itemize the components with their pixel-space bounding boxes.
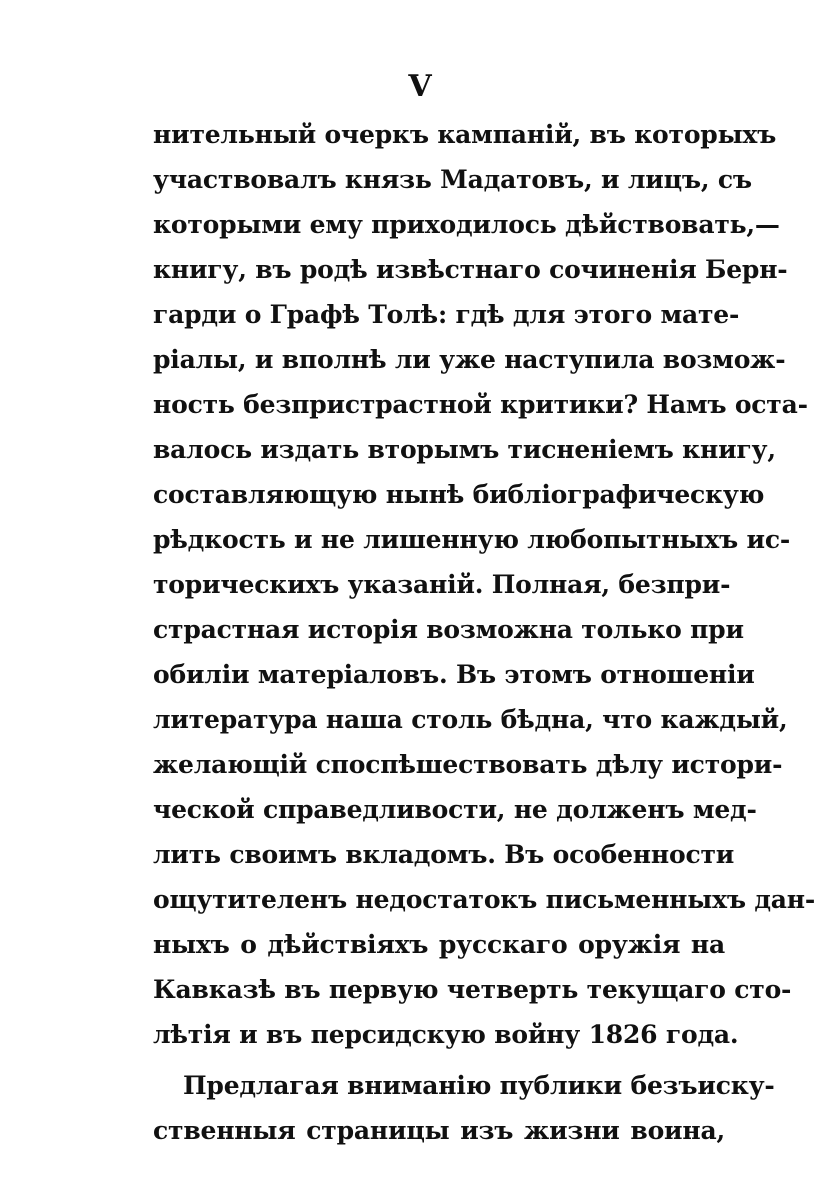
text-line: ственныя страницы изъ жизни воина, (153, 1116, 725, 1145)
text-line: обиліи матеріаловъ. Въ этомъ отношеніи (153, 660, 755, 689)
text-line: торическихъ указаній. Полная, безпри- (153, 570, 731, 599)
text-line: составляющую нынѣ библіографическую (153, 480, 765, 509)
text-line: Предлагая вниманію публики безъиску- (183, 1071, 775, 1100)
text-line: рѣдкость и не лишенную любопытныхъ ис- (153, 525, 791, 554)
text-line: страстная исторія возможна только при (153, 615, 744, 644)
text-line: ныхъ о дѣйствіяхъ русскаго оружія на (153, 930, 725, 959)
text-line: которыми ему приходилось дѣйствовать,— (153, 210, 780, 239)
text-line: Кавказѣ въ первую четверть текущаго сто- (153, 975, 792, 1004)
text-line: ощутителенъ недостатокъ письменныхъ дан- (153, 885, 816, 914)
text-line: ріалы, и вполнѣ ли уже наступила возмож- (153, 345, 786, 374)
page-number: V (408, 69, 432, 104)
text-line: нительный очеркъ кампаній, въ которыхъ (153, 120, 777, 149)
text-line: участвовалъ князь Мадатовъ, и лицъ, съ (153, 165, 752, 194)
paragraph-1 (153, 112, 816, 1057)
text-line: гарди о Графѣ Толѣ: гдѣ для этого мате- (153, 300, 740, 329)
text-line: книгу, въ родѣ извѣстнаго сочиненія Берн- (153, 255, 788, 284)
text-line: желающій споспѣшествовать дѣлу истори- (153, 750, 783, 779)
body-text (153, 112, 816, 1153)
text-line: валось издать вторымъ тисненіемъ книгу, (153, 435, 776, 464)
text-line: ность безпристрастной критики? Намъ оста- (153, 390, 808, 419)
paragraph-2 (153, 1063, 775, 1153)
text-line: лить своимъ вкладомъ. Въ особенности (153, 840, 735, 869)
text-line: лѣтія и въ персидскую войну 1826 года. (153, 1020, 739, 1049)
text-line: литература наша столь бѣдна, что каждый, (153, 705, 788, 734)
text-line: ческой справедливости, не долженъ мед- (153, 795, 757, 824)
